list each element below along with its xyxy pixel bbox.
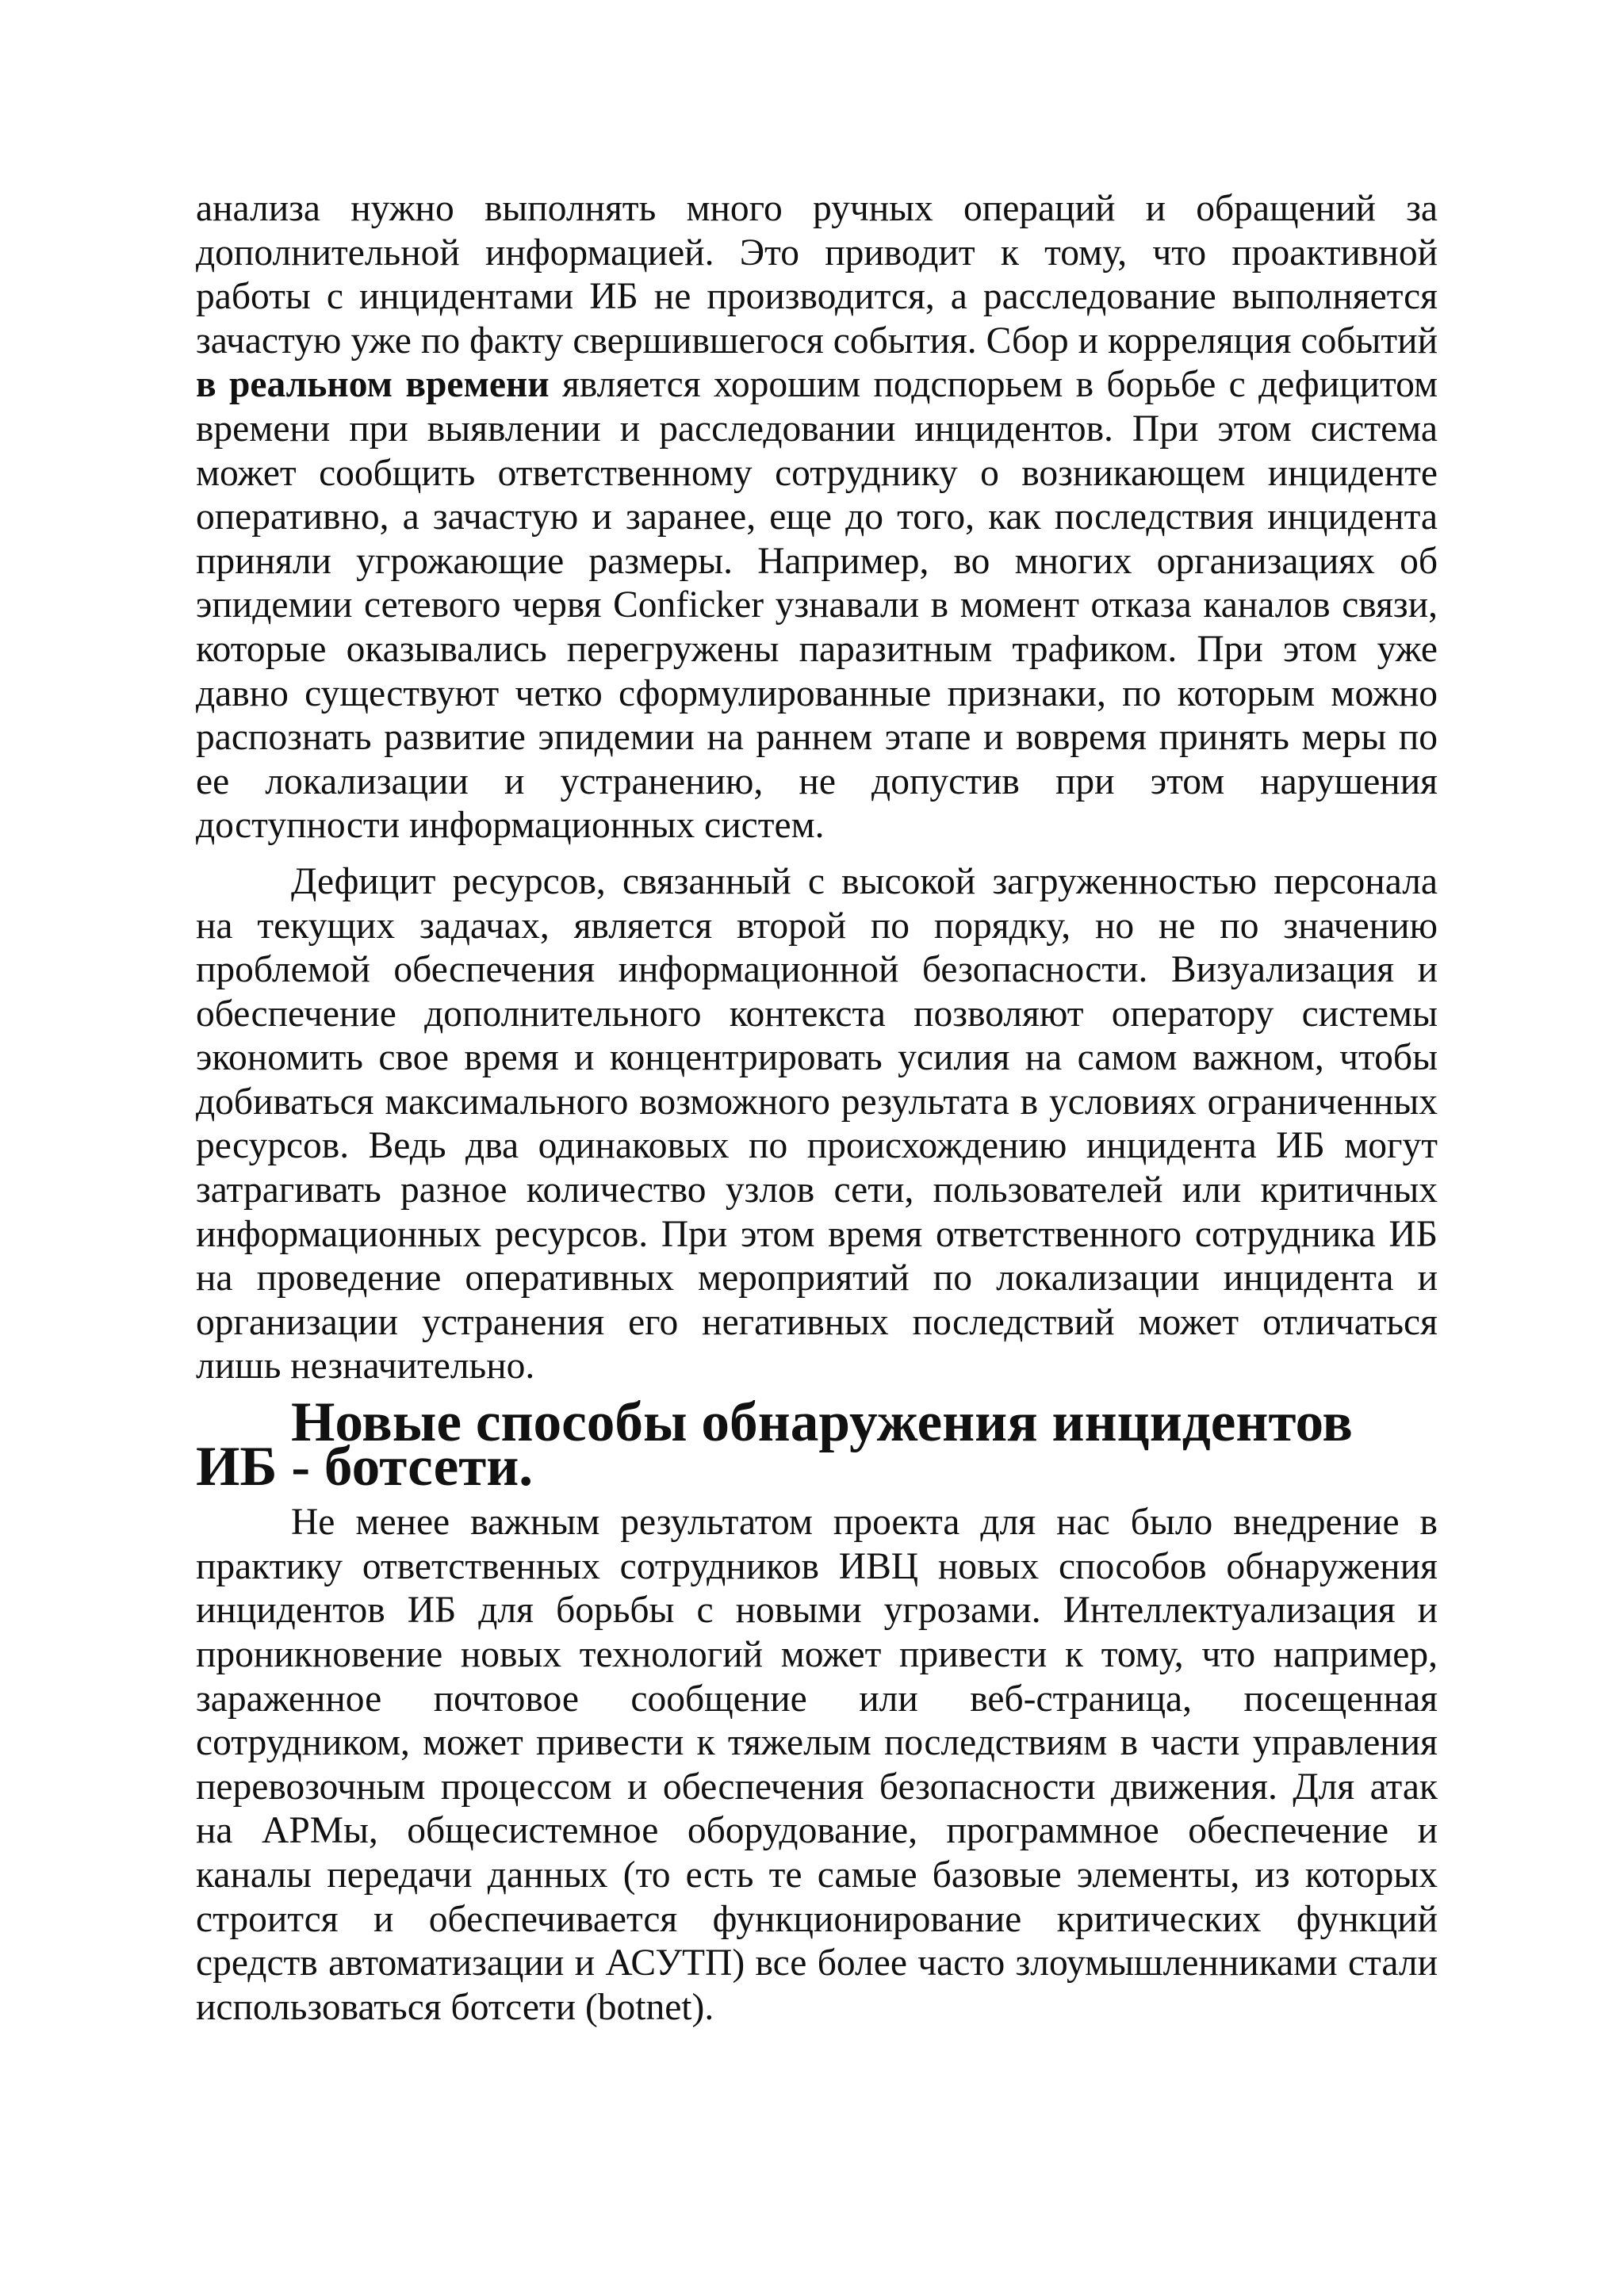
paragraph-3: Не менее важным результатом проекта для нас было внедрение в практику ответственных сотрудников ИВЦ новых способов обнаружения инцидентов ИБ для борьбы с новыми угрозами. Интеллектуализация и проникновение новых технологий может привести к тому, что например, зараженное почтовое сообщение или веб-страница, посещенная сотрудником, может привести к тяжелым последствиям в части управления перевозочным процессом и обеспечения безопасности движения. Для атак на АРМы, общесистемное оборудование, программное обеспечение и каналы передачи данных (то есть те самые базовые элементы, из которых строится и обеспечивается функционирование критических функций средств автоматизации и АСУТП) все более часто злоумышленниками стали использоваться ботсети (botnet). [196, 1502, 1438, 2028]
paragraph-2: Дефицит ресурсов, связанный с высокой загруженностью персонала на текущих задачах, является второй по порядку, но не по значению проблемой обеспечения информационной безопасности. Визуализация и обеспечение дополнительного контекста позволяют оператору системы экономить свое время и концентрировать усилия на самом важном, чтобы добиваться максимального возможного результата в условиях ограниченных ресурсов. Ведь два одинаковых по происхождению инцидента ИБ могут затрагивать разное количество узлов сети, пользователей или критичных информационных ресурсов. При этом время ответственного сотрудника ИБ на проведение оперативных мероприятий по локализации инцидента и организации устранения его негативных последствий может отличаться лишь незначительно. [196, 860, 1438, 1387]
paragraph-1-text-start: анализа нужно выполнять много ручных операций и обращений за дополнительной информацией. Это приводит к тому, что проактивной работы с инцидентами ИБ не производится, а расследование выполняется зачастую уже по факту свершившегося события. Сбор и корреляция событий [196, 188, 1438, 362]
paragraph-1-text-end: является хорошим подспорьем в борьбе с дефицитом времени при выявлении и расследовании инцидентов. При этом система может сообщить ответственному сотруднику о возникающем инциденте оперативно, а зачастую и заранее, еще до того, как последствия инцидента приняли угрожающие размеры. Например, во многих организациях об эпидемии сетевого червя Conficker узнавали в момент отказа каналов связи, которые оказывались перегружены паразитным трафиком. При этом уже давно существуют четко сформулированные признаки, по которым можно распознать развитие эпидемии на раннем этапе и вовремя принять меры по ее локализации и устранению, не допустив при этом нарушения доступности информационных систем. [196, 364, 1438, 847]
document-page [196, 187, 1438, 2030]
section-heading: Новые способы обнаружения инцидентов ИБ - ботсети. [196, 1391, 1353, 1498]
paragraph-1 [196, 187, 1438, 848]
paragraph-1-bold-phrase: в реальном времени [196, 364, 550, 406]
